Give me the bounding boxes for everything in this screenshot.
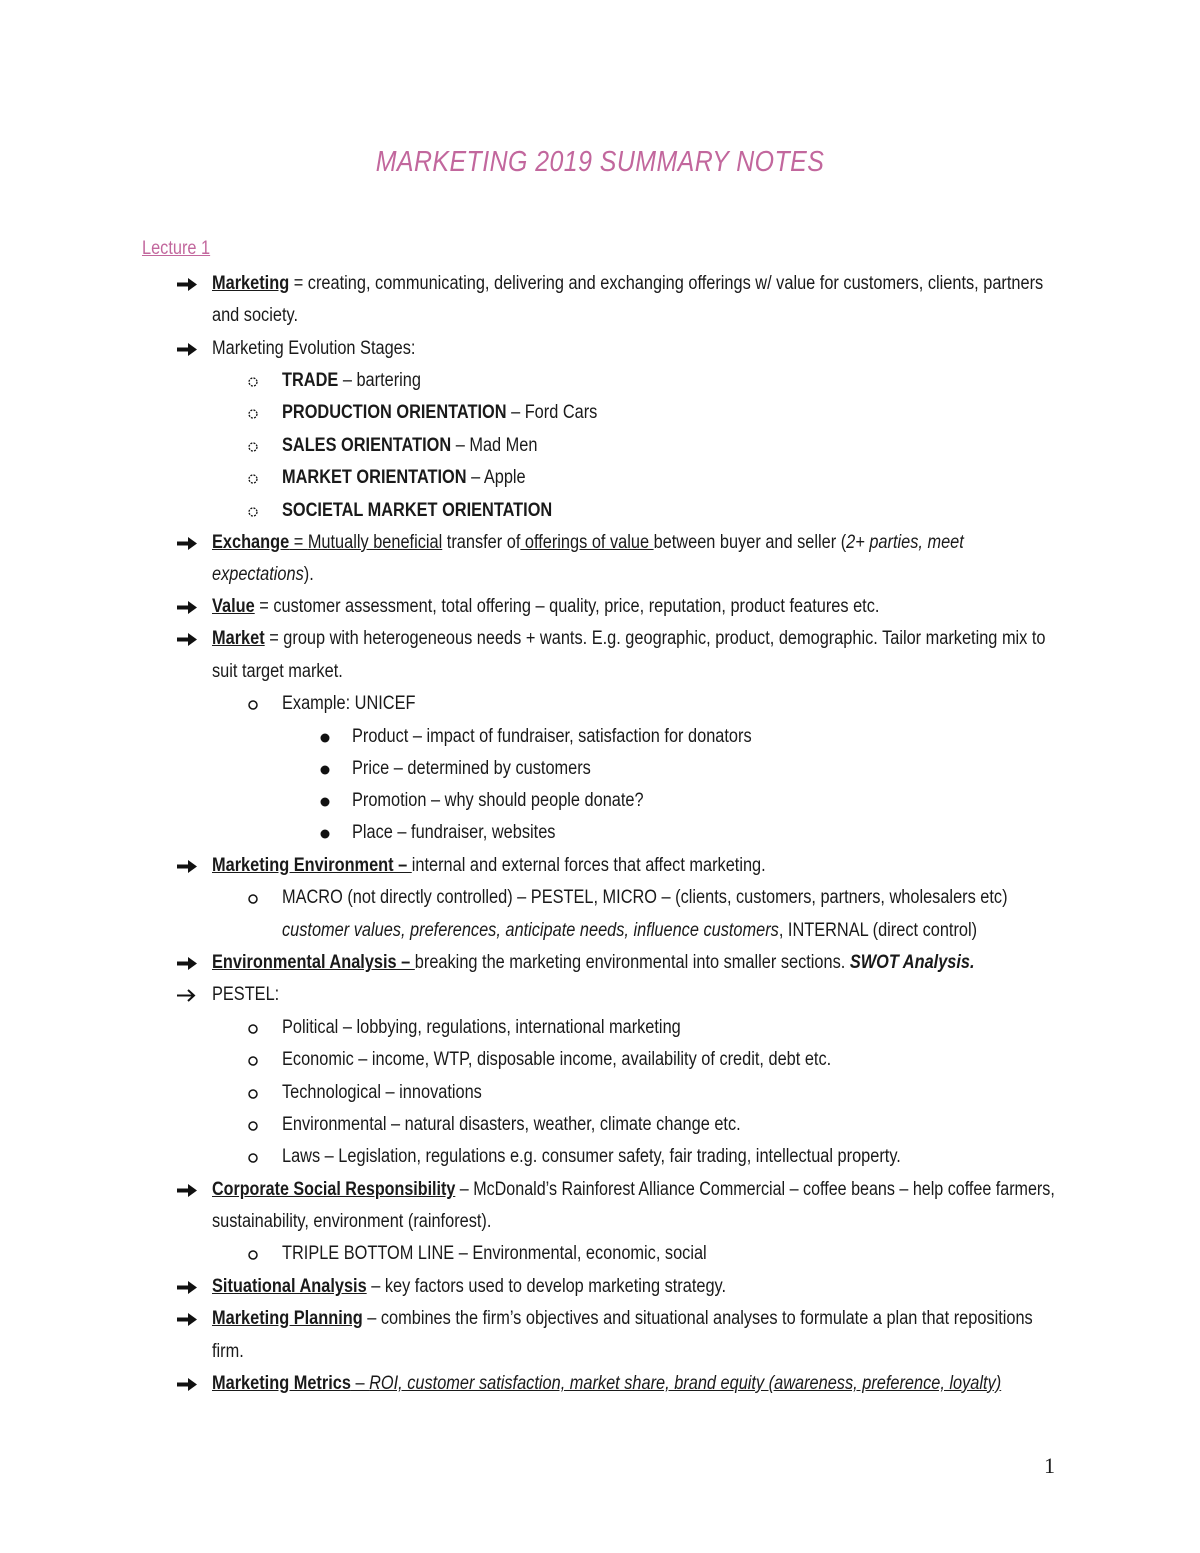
marketing-mix-item: Promotion – why should people donate?	[352, 790, 644, 811]
stage-item	[282, 430, 537, 462]
note-line-marketing-environment	[212, 850, 766, 882]
italic-note: customer values, preferences, anticipate needs, influence customers	[282, 920, 779, 941]
pestel-item: Laws – Legislation, regulations e.g. consumer safety, fair trading, intellectual property.	[282, 1146, 901, 1167]
term-marketing-planning: Marketing Planning	[212, 1308, 363, 1329]
italic-note: 2+ parties, meet	[846, 532, 964, 553]
stage-example: – Ford Cars	[506, 402, 598, 423]
stage-example: – bartering	[338, 370, 421, 391]
note-line-value	[212, 591, 879, 623]
definition-text: breaking the marketing environmental into smaller sections.	[414, 952, 850, 973]
stage-example: – Mad Men	[451, 435, 538, 456]
note-line-market	[212, 623, 1046, 655]
marketing-mix-item: Price – determined by customers	[352, 758, 591, 779]
term-exchange: Exchange	[212, 532, 290, 553]
note-line-continuation: suit target market.	[212, 661, 343, 682]
underlined-phrase: offerings of value	[520, 532, 654, 553]
definition-text: = group with heterogeneous needs + wants. E.g. geographic, product, demographic. Tailor marketing mix to	[264, 628, 1046, 649]
stage-name: TRADE	[282, 370, 339, 391]
equals-sign: =	[289, 532, 308, 553]
stage-item	[282, 495, 552, 527]
lecture-heading: Lecture 1	[142, 238, 211, 259]
definition-text: = customer assessment, total offering – quality, price, reputation, product features etc.	[254, 596, 880, 617]
note-line-marketing	[212, 268, 1043, 300]
pestel-item: Technological – innovations	[282, 1082, 482, 1103]
definition-text: – key factors used to develop marketing strategy.	[366, 1276, 727, 1297]
definition-text: between buyer and seller (	[653, 532, 847, 553]
italic-note: expectations	[212, 564, 304, 585]
stage-item	[282, 397, 597, 429]
stage-name: PRODUCTION ORIENTATION	[282, 402, 507, 423]
underlined-phrase: Mutually beneficial	[307, 532, 443, 553]
pestel-item: Environmental – natural disasters, weather, climate change etc.	[282, 1114, 741, 1135]
pestel-item: Economic – income, WTP, disposable income, availability of credit, debt etc.	[282, 1049, 832, 1070]
document-title: MARKETING 2019 SUMMARY NOTES	[375, 146, 825, 178]
note-line-evolution-stages: Marketing Evolution Stages:	[212, 338, 416, 359]
term-situational-analysis: Situational Analysis	[212, 1276, 367, 1297]
stage-item	[282, 462, 526, 494]
note-line-exchange	[212, 527, 964, 559]
environment-item: MACRO (not directly controlled) – PESTEL, MICRO – (clients, customers, partners, wholesalers etc)	[282, 887, 1008, 908]
note-line-continuation: and society.	[212, 305, 298, 326]
definition-text: , INTERNAL (direct control)	[778, 920, 978, 941]
stage-name: SALES ORIENTATION	[282, 435, 452, 456]
note-line-marketing-metrics	[212, 1368, 1001, 1400]
stage-name: SOCIETAL MARKET ORIENTATION	[282, 500, 553, 521]
term-value: Value	[212, 596, 255, 617]
marketing-mix-item: Product – impact of fundraiser, satisfaction for donators	[352, 726, 752, 747]
term-marketing-metrics: Marketing Metrics	[212, 1373, 351, 1394]
italic-note: ROI, customer satisfaction, market share, brand equity (awareness, preference, loyalty)	[369, 1373, 1002, 1394]
definition-text: transfer of	[442, 532, 521, 553]
definition-text: – combines the firm’s objectives and situational analyses to formulate a plan that repositions	[362, 1308, 1033, 1329]
triple-bottom-line-item: TRIPLE BOTTOM LINE – Environmental, economic, social	[282, 1243, 707, 1264]
note-line-environmental-analysis	[212, 947, 975, 979]
stage-name: MARKET ORIENTATION	[282, 467, 467, 488]
swot-label: SWOT Analysis.	[849, 952, 975, 973]
note-line-csr	[212, 1174, 1055, 1206]
pestel-item: Political – lobbying, regulations, international marketing	[282, 1017, 681, 1038]
term-marketing: Marketing	[212, 273, 290, 294]
definition-text: internal and external forces that affect marketing.	[411, 855, 766, 876]
stage-item	[282, 365, 421, 397]
note-line-situational-analysis	[212, 1271, 726, 1303]
note-line-marketing-planning	[212, 1303, 1033, 1335]
definition-text: – McDonald’s Rainforest Alliance Commercial – coffee beans – help coffee farmers,	[455, 1179, 1055, 1200]
stage-example: – Apple	[466, 467, 526, 488]
term-csr: Corporate Social Responsibility	[212, 1179, 456, 1200]
note-line-continuation	[282, 915, 977, 947]
note-line-continuation: firm.	[212, 1341, 244, 1362]
definition-text: ).	[303, 564, 314, 585]
note-line-continuation: sustainability, environment (rainforest).	[212, 1211, 492, 1232]
term-market: Market	[212, 628, 265, 649]
definition-text: = creating, communicating, delivering and exchanging offerings w/ value for customers, clients, partners	[289, 273, 1044, 294]
term-environmental-analysis: Environmental Analysis –	[212, 952, 415, 973]
dash-separator: –	[350, 1373, 370, 1394]
marketing-mix-item: Place – fundraiser, websites	[352, 822, 556, 843]
term-marketing-environment: Marketing Environment –	[212, 855, 412, 876]
page-number: 1	[1044, 1453, 1055, 1478]
note-line-continuation	[212, 559, 314, 591]
note-line-pestel: PESTEL:	[212, 984, 280, 1005]
example-item: Example: UNICEF	[282, 693, 416, 714]
